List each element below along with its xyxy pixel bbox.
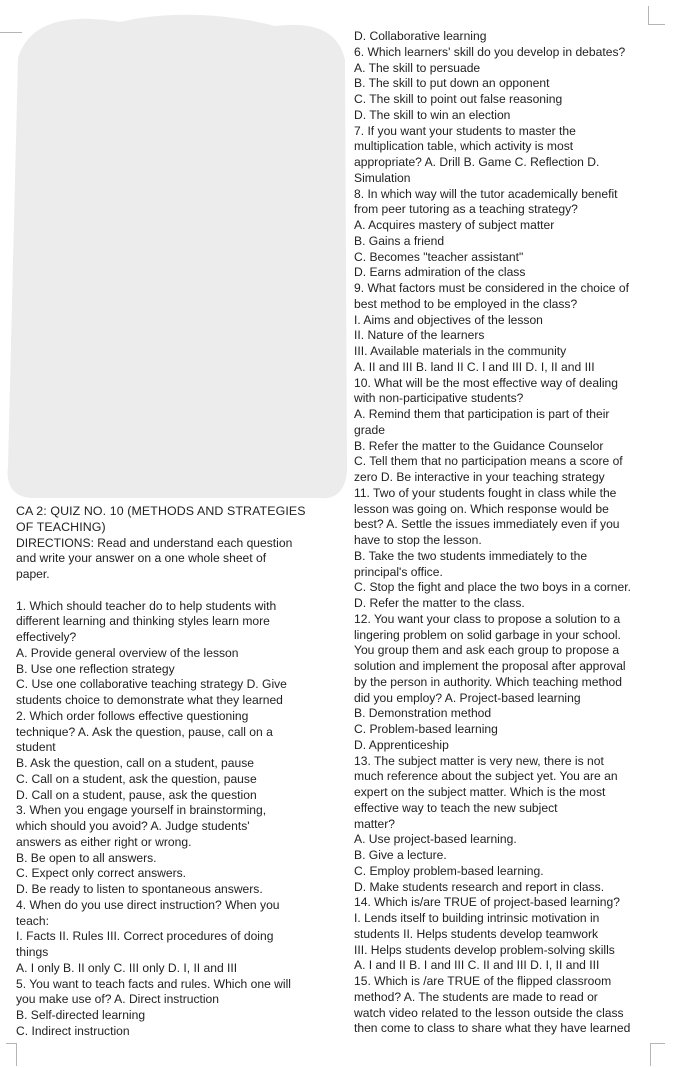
question-line: C. Tell them that no participation means a score of: [354, 454, 623, 469]
question-line: C. Problem-based learning: [354, 722, 498, 736]
right-column: [354, 29, 684, 1037]
corner-mark-bottom-left: [6, 1043, 17, 1066]
question-line: different learning and thinking styles learn more: [16, 614, 270, 629]
question-line: students II. Helps students develop teamwork: [354, 926, 599, 941]
question-line: 15. Which is /are TRUE of the flipped classroom: [354, 974, 612, 988]
question-line: lingering problem on solid garbage in your school.: [354, 627, 621, 642]
directions-line: and write your answer on a one whole sheet of: [16, 551, 267, 566]
question-line: 13. The subject matter is very new, there is not: [354, 753, 604, 768]
question-line: matter?: [354, 816, 395, 831]
question-line: C. Call on a student, ask the question, pause: [16, 771, 257, 786]
question-line: B. Refer the matter to the Guidance Counselor: [354, 438, 604, 453]
question-line: B. Demonstration method: [354, 706, 492, 721]
question-line: A. Acquires mastery of subject matter: [354, 218, 555, 232]
corner-mark-top-left: [0, 10, 22, 33]
question-line: III. Available materials in the community: [354, 344, 567, 358]
question-line: A. I and II B. I and III C. II and III D. I, II and III: [354, 958, 600, 973]
question-line: much reference about the subject yet. You are an: [354, 769, 618, 784]
question-line: best? A. Settle the issues immediately even if you: [354, 517, 620, 532]
question-line: II. Nature of the learners: [354, 328, 485, 343]
question-line: technique? A. Ask the question, pause, call on a: [16, 724, 273, 739]
question-line: C. The skill to point out false reasoning: [354, 92, 563, 106]
question-line: D. Be ready to listen to spontaneous answers.: [16, 882, 263, 896]
question-line: effective way to teach the new subject: [354, 800, 558, 815]
question-line: principal's office.: [354, 564, 443, 579]
question-line: C. Stop the fight and place the two boys in a corner.: [354, 580, 631, 595]
question-line: effectively?: [16, 630, 77, 644]
question-line: D. Refer the matter to the class.: [354, 596, 525, 610]
question-line: 4. When do you use direct instruction? When you: [16, 897, 280, 912]
question-line: A. Remind them that participation is part of their: [354, 407, 610, 421]
question-line: C. Expect only correct answers.: [16, 866, 187, 881]
question-line: B. The skill to put down an opponent: [354, 76, 550, 91]
question-line: 10. What will be the most effective way of dealing: [354, 375, 618, 390]
question-line: grade: [354, 422, 385, 437]
question-line: C. Becomes "teacher assistant": [354, 249, 524, 264]
corner-mark-bottom-right: [650, 1043, 665, 1066]
question-line: C. Indirect instruction: [16, 1023, 130, 1038]
question-line: A. Provide general overview of the lesson: [16, 645, 239, 660]
question-line: D. The skill to win an election: [354, 107, 511, 122]
question-line: students choice to demonstrate what they learned: [16, 693, 283, 707]
directions-line: DIRECTIONS: Read and understand each question: [16, 535, 293, 550]
question-line: 7. If you want your students to master the: [354, 123, 576, 138]
question-line: B. Self-directed learning: [16, 1008, 146, 1022]
question-line: D. Earns admiration of the class: [354, 265, 526, 280]
question-line: teach:: [16, 913, 49, 928]
question-line: 12. You want your class to propose a solution to a: [354, 611, 621, 626]
question-line: III. Helps students develop problem-solving skills: [354, 942, 615, 957]
directions-line: paper.: [16, 567, 50, 581]
spacer: [16, 583, 336, 599]
question-line: did you employ? A. Project-based learning: [354, 690, 581, 705]
question-line: A. II and III B. land II C. l and III D. I, II and III: [354, 359, 595, 374]
question-line: expert on the subject matter. Which is the most: [354, 785, 606, 799]
question-line: 8. In which way will the tutor academically benefit: [354, 186, 618, 201]
question-line: multiplication table, which activity is most: [354, 139, 574, 154]
question-line: have to stop the lesson.: [354, 533, 482, 547]
question-line: I. Facts II. Rules III. Correct procedures of doing: [16, 929, 274, 944]
question-line: 14. Which is/are TRUE of project-based learning?: [354, 895, 620, 910]
question-line: answers as either right or wrong.: [16, 834, 192, 849]
directions: [16, 536, 336, 583]
question-line: A. The skill to persuade: [354, 60, 481, 75]
question-line: you make use of? A. Direct instruction: [16, 992, 220, 1007]
question-line: D. Call on a student, pause, ask the question: [16, 787, 257, 802]
question-line: then come to class to share what they have learned: [354, 1021, 631, 1036]
question-line: B. Use one reflection strategy: [16, 661, 175, 676]
question-line: 3. When you engage yourself in brainstorming,: [16, 803, 267, 818]
question-line: solution and implement the proposal after approval: [354, 659, 626, 673]
question-line: watch video related to the lesson outside the class: [354, 1005, 624, 1020]
question-line: appropriate? A. Drill B. Game C. Reflection D.: [354, 155, 600, 169]
question-line: zero D. Be interactive in your teaching strategy: [354, 470, 605, 484]
question-line: C. Employ problem-based learning.: [354, 863, 544, 878]
questions-1-to-5: [16, 599, 336, 1040]
question-line: 11. Two of your students fought in class while the: [354, 485, 617, 500]
quiz-title-line: CA 2: QUIZ NO. 10 (METHODS AND STRATEGIES: [16, 504, 306, 518]
question-line: by the person in authority. Which teaching method: [354, 674, 623, 689]
question-line: Simulation: [354, 170, 411, 185]
question-line: D. Collaborative learning: [354, 29, 487, 43]
question-line: 1. Which should teacher do to help students with: [16, 598, 277, 613]
question-line: B. Be open to all answers.: [16, 850, 157, 865]
question-line: B. Gains a friend: [354, 233, 445, 248]
quiz-title-line: OF TEACHING): [16, 519, 106, 534]
left-column: [16, 504, 336, 1040]
question-line: B. Give a lecture.: [354, 848, 447, 862]
question-line: 2. Which order follows effective questioning: [16, 708, 249, 723]
question-line: with non-participative students?: [354, 391, 524, 406]
corner-mark-top-right: [648, 6, 665, 25]
question-line: method? A. The students are made to read or: [354, 989, 598, 1004]
question-line: You group them and ask each group to propose a: [354, 643, 620, 658]
question-line: 9. What factors must be considered in the choice of: [354, 281, 629, 295]
question-line: D. Make students research and report in class.: [354, 879, 605, 894]
question-line: best method to be employed in the class?: [354, 296, 578, 311]
question-line: 5. You want to teach facts and rules. Which one will: [16, 976, 291, 991]
question-line: lesson was going on. Which response would be: [354, 501, 609, 516]
question-line: C. Use one collaborative teaching strategy D. Give: [16, 677, 287, 692]
questions-6-to-15: [354, 29, 684, 1037]
question-line: which should you avoid? A. Judge students': [16, 819, 250, 833]
question-line: student: [16, 740, 56, 755]
question-line: things: [16, 945, 49, 959]
question-line: I. Lends itself to building intrinsic motivation in: [354, 911, 600, 925]
quiz-title: [16, 504, 336, 536]
question-line: A. I only B. II only C. III only D. I, II and III: [16, 960, 238, 975]
question-line: A. Use project-based learning.: [354, 832, 517, 847]
question-line: B. Take the two students immediately to the: [354, 548, 588, 563]
question-line: from peer tutoring as a teaching strategy?: [354, 202, 578, 217]
question-line: B. Ask the question, call on a student, pause: [16, 756, 255, 770]
question-line: I. Aims and objectives of the lesson: [354, 312, 543, 327]
question-line: 6. Which learners' skill do you develop in debates?: [354, 44, 626, 59]
question-line: D. Apprenticeship: [354, 737, 449, 752]
